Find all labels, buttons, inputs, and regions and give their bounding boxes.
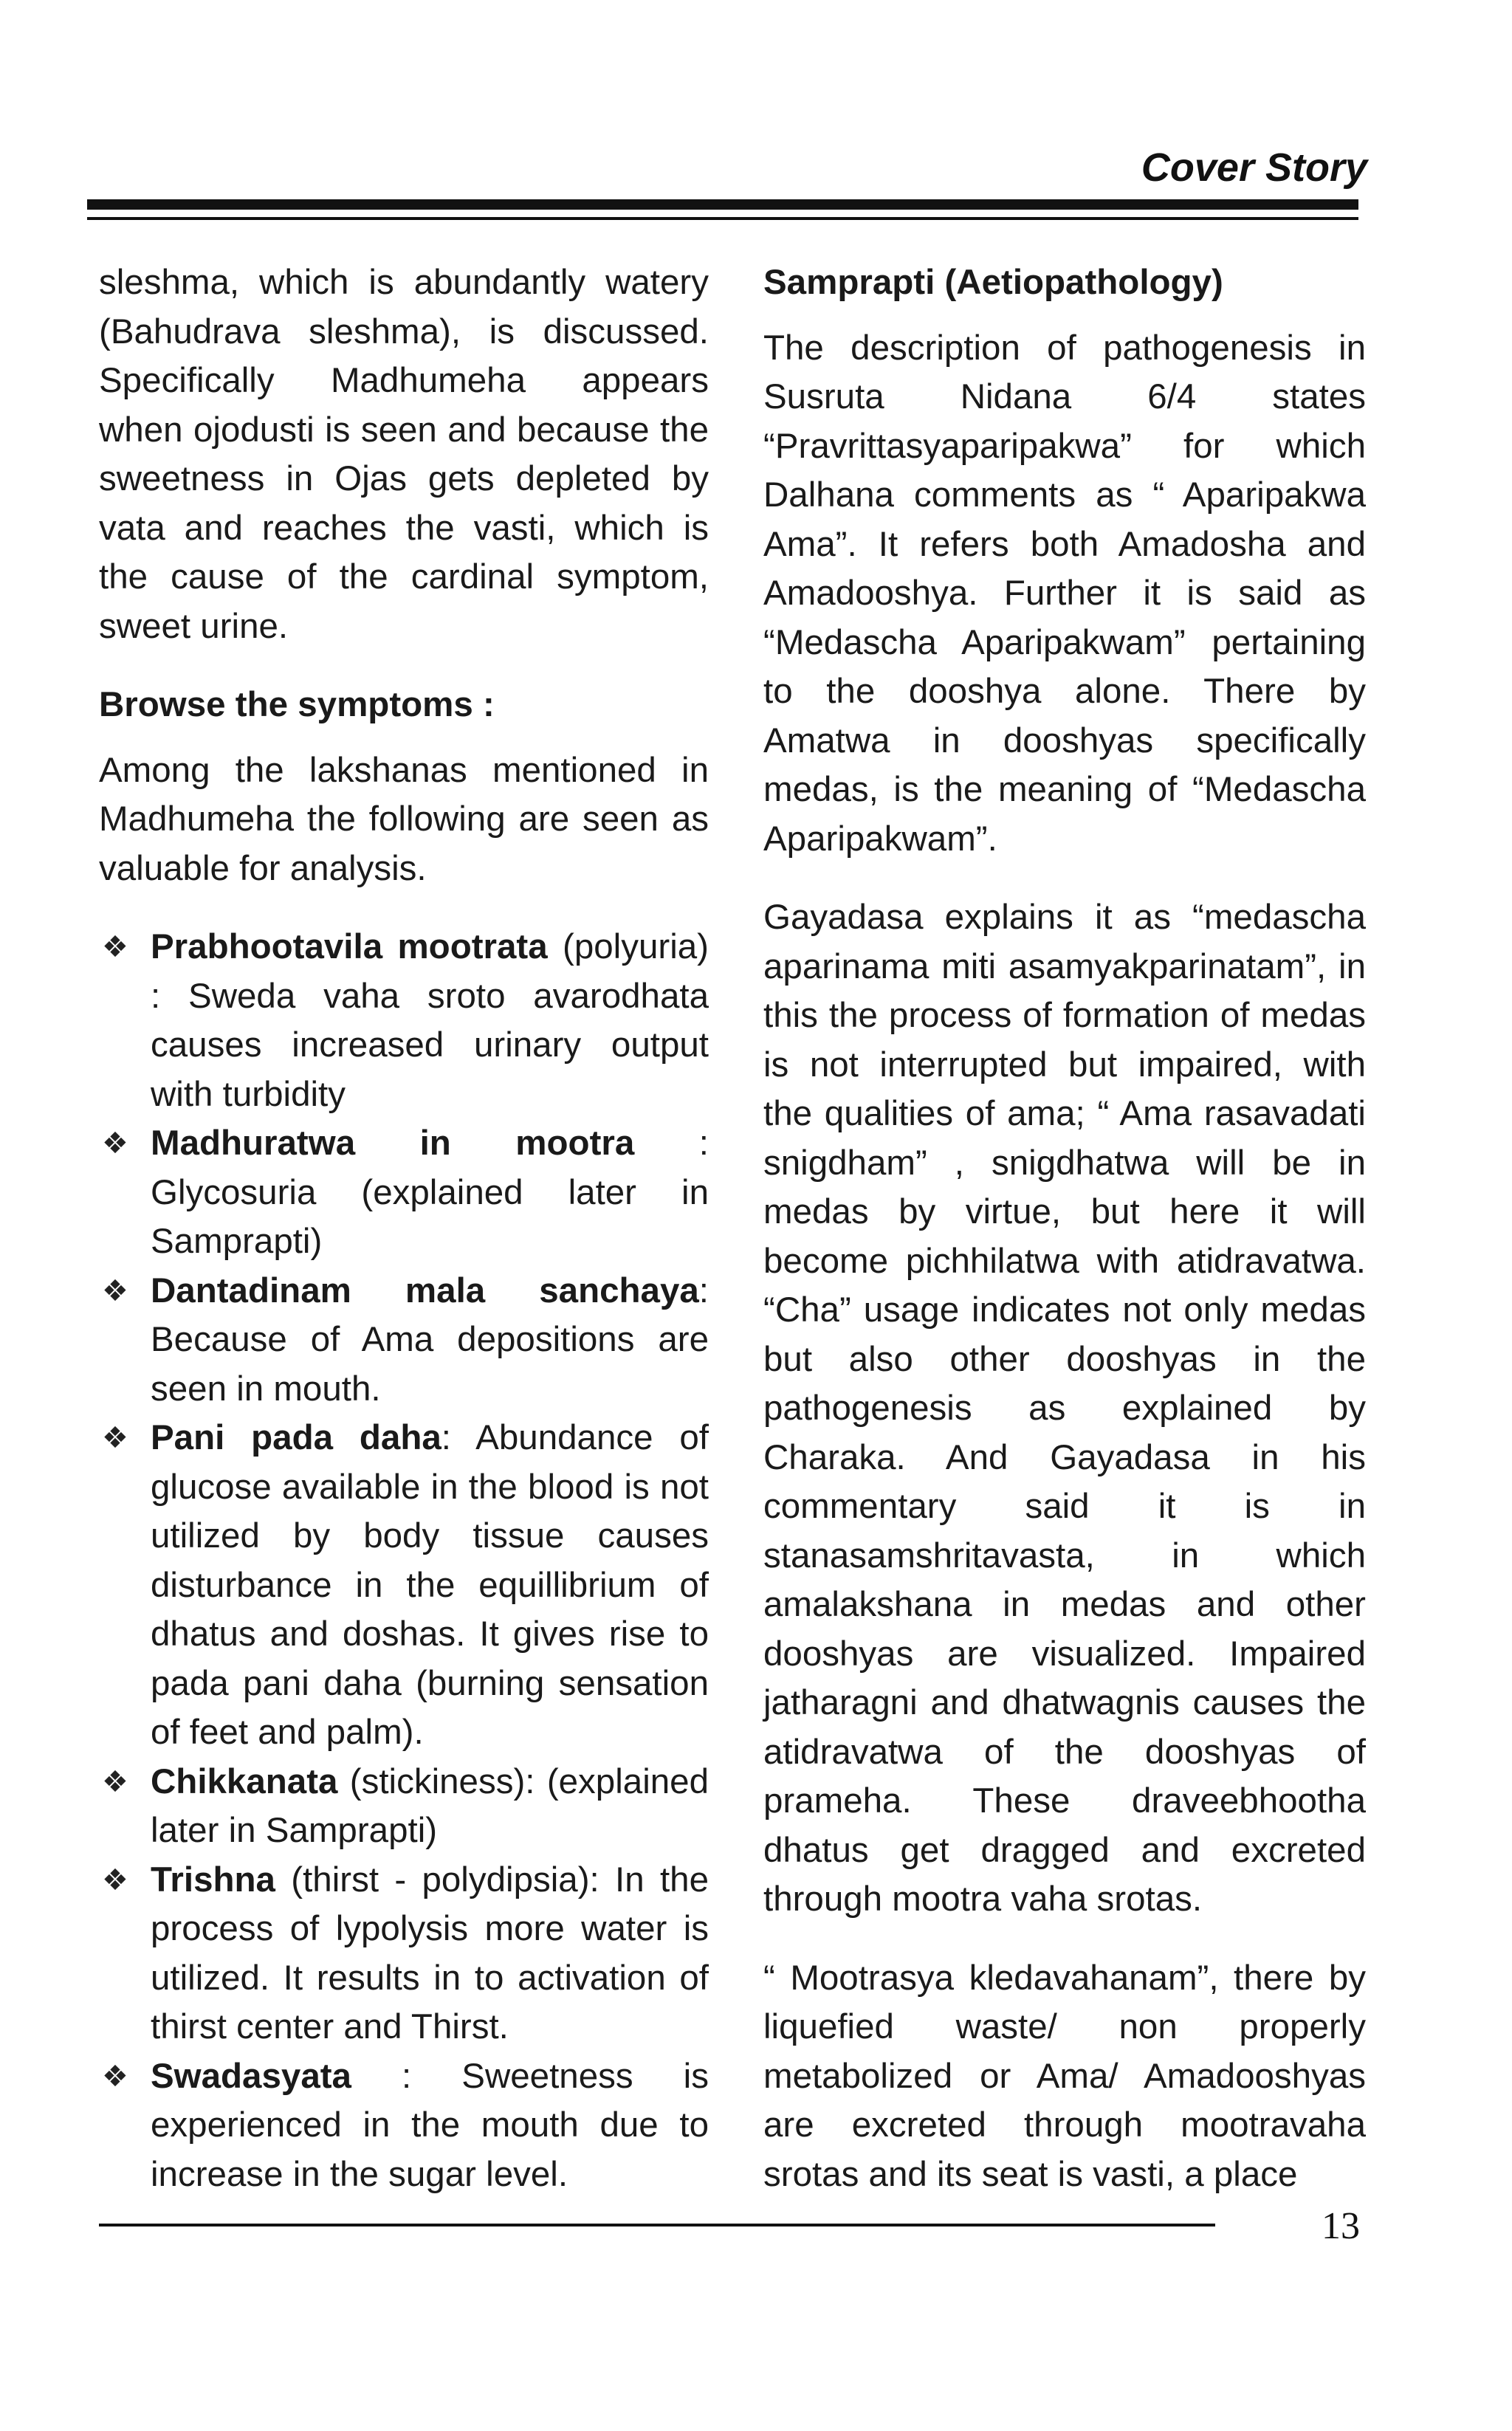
symptom-term: Prabhootavila mootrata (151, 927, 548, 966)
bullet-diamond-icon: ❖ (102, 2060, 128, 2093)
symptom-term: Chikkanata (151, 1761, 338, 1801)
symptom-term: Trishna (151, 1860, 275, 1899)
samprapti-subheading: Samprapti (Aetiopathology) (763, 263, 1223, 302)
right-paragraph-2: Gayadasa explains it as “medascha aparinama miti asamyakparinatam”, in this the process of formation of medas is not interrupted but impaired, with the qualities of ama; “ Ama rasavadati snigdham” , snigdhatwa will be in medas by virtue, but here it will become pichhilatwa with atidravatwa. “Cha” usage indicates not only medas but also other dooshyas in the pathogenesis as explained by Charaka. And Gayadasa in his commentary said it is in stanasamshritavasta, in which amalakshana in medas and other dooshyas are visualized. Impaired jatharagni and dhatwagnis causes the atidravatwa of the dooshyas of prameha. These draveebhootha dhatus get dragged and excreted through mootra vaha srotas. (763, 898, 1366, 1919)
footer-rule (99, 2224, 1215, 2227)
header-rule-thin (87, 217, 1358, 220)
symptom-term: Swadasyata (151, 2056, 351, 2096)
symptom-description: : Glycosuria (explained later in Samprapti) (151, 1124, 709, 1261)
symptom-item (99, 923, 709, 1119)
bullet-diamond-icon: ❖ (102, 1765, 128, 1798)
symptom-description: : Sweetness is experienced in the mouth due to increase in the sugar level. (151, 2056, 709, 2194)
symptom-list (99, 923, 709, 2199)
symptoms-subheading: Browse the symptoms : (99, 685, 495, 724)
symptom-description: : Because of Ama depositions are seen in mouth. (151, 1270, 709, 1409)
symptom-term: Pani pada daha (151, 1418, 441, 1457)
left-column (99, 258, 709, 2199)
symptom-description: : Abundance of glucose available in the blood is not utilized by body tissue causes disturbance in the equillibrium of dhatus and doshas. It gives rise to pada pani daha (burning sensation of feet and palm). (151, 1418, 709, 1752)
symptom-item (99, 1414, 709, 1758)
symptom-item (99, 1856, 709, 2052)
bullet-diamond-icon: ❖ (102, 1863, 128, 1897)
symptom-term: Madhuratwa in mootra (151, 1124, 635, 1163)
symptoms-intro-paragraph: Among the lakshanas mentioned in Madhumeha the following are seen as valuable for analysis. (99, 750, 709, 888)
symptom-description: (thirst - polydipsia): In the process of lypolysis more water is utilized. It results in to activation of thirst center and Thirst. (151, 1860, 709, 2046)
left-intro-paragraph: sleshma, which is abundantly watery (Bahudrava sleshma), is discussed. Specifically Madhumeha appears when ojodusti is seen and because the sweetness in Ojas gets depleted by vata and reaches the vasti, which is the cause of the cardinal symptom, sweet urine. (99, 263, 709, 646)
right-paragraph-3: “ Mootrasya kledavahanam”, there by liquefied waste/ non properly metabolized or Ama/ Amadooshyas are excreted through mootravaha srotas and its seat is vasti, a place (763, 1958, 1366, 2194)
bullet-diamond-icon: ❖ (102, 1422, 128, 1454)
symptom-item (99, 2052, 709, 2200)
symptom-term: Dantadinam mala sanchaya (151, 1270, 699, 1310)
symptom-item (99, 1758, 709, 1856)
symptom-description: (stickiness): (explained later in Samprapti) (151, 1761, 709, 1850)
bullet-diamond-icon: ❖ (102, 931, 128, 963)
right-column (763, 258, 1366, 2199)
right-paragraph-1: The description of pathogenesis in Susruta Nidana 6/4 states “Pravrittasyaparipakwa” for which Dalhana comments as “ Aparipakwa Ama”. It refers both Amadosha and Amadooshya. Further it is said as “Medascha Aparipakwam” pertaining to the dooshya alone. There by Amatwa in dooshyas specifically medas, is the meaning of “Medascha Aparipakwam”. (763, 328, 1366, 859)
symptom-item (99, 1119, 709, 1267)
symptom-item (99, 1267, 709, 1414)
bullet-diamond-icon: ❖ (102, 1127, 128, 1160)
section-header: Cover Story (1141, 145, 1367, 190)
header-rule-thick (87, 199, 1358, 210)
page-number: 13 (1322, 2205, 1360, 2247)
symptom-description: (polyuria) : Sweda vaha sroto avarodhata causes increased urinary output with turbidity (151, 927, 709, 1114)
bullet-diamond-icon: ❖ (102, 1274, 128, 1307)
